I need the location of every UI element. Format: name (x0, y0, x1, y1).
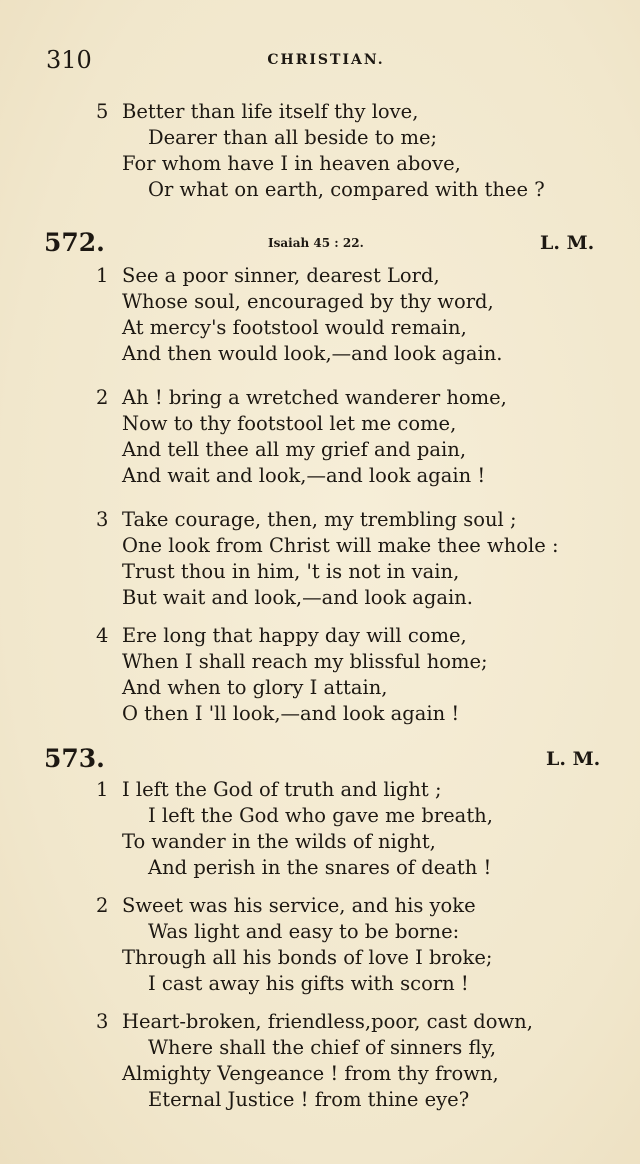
verse-line: Heart-broken, friendless,poor, cast down, (122, 1010, 533, 1033)
verse-number: 2 (96, 894, 109, 917)
scripture-reference: Isaiah 45 : 22. (268, 236, 364, 250)
hymn-number: 572. (44, 228, 105, 257)
verse-line: One look from Christ will make thee whole : (122, 534, 559, 557)
verse-line: At mercy's footstool would remain, (122, 316, 467, 339)
verse-line: For whom have I in heaven above, (122, 152, 461, 175)
verse-line: Almighty Vengeance ! from thy frown, (122, 1062, 499, 1085)
hymn-meter: L. M. (540, 232, 595, 254)
verse-line: O then I 'll look,—and look again ! (122, 702, 460, 725)
verse-line: Ah ! bring a wretched wanderer home, (122, 386, 507, 409)
verse-line: And then would look,—and look again. (122, 342, 503, 365)
verse-line: Trust thou in him, 't is not in vain, (122, 560, 460, 583)
verse-line: But wait and look,—and look again. (122, 586, 473, 609)
verse-line: I cast away his gifts with scorn ! (148, 972, 469, 995)
verse-line: Better than life itself thy love, (122, 100, 419, 123)
verse-line: Or what on earth, compared with thee ? (148, 178, 545, 201)
verse-line: I left the God of truth and light ; (122, 778, 442, 801)
verse-line: Was light and easy to be borne: (148, 920, 460, 943)
verse-line: To wander in the wilds of night, (122, 830, 436, 853)
verse-number: 5 (96, 100, 109, 123)
verse-number: 1 (96, 264, 109, 287)
verse-line: Dearer than all beside to me; (148, 126, 438, 149)
verse-line: Whose soul, encouraged by thy word, (122, 290, 494, 313)
verse-line: And wait and look,—and look again ! (122, 464, 486, 487)
verse-number: 3 (96, 1010, 109, 1033)
verse-line: I left the God who gave me breath, (148, 804, 493, 827)
verse-number: 2 (96, 386, 109, 409)
verse-line: And tell thee all my grief and pain, (122, 438, 467, 461)
verse-line: Through all his bonds of love I broke; (122, 946, 493, 969)
hymn-number: 573. (44, 744, 105, 773)
verse-number: 4 (96, 624, 109, 647)
verse-line: And perish in the snares of death ! (148, 856, 492, 879)
verse-line: And when to glory I attain, (122, 676, 388, 699)
running-title: CHRISTIAN. (267, 52, 385, 68)
verse-line: Ere long that happy day will come, (122, 624, 467, 647)
verse-line: Take courage, then, my trembling soul ; (122, 508, 517, 531)
verse-line: Eternal Justice ! from thine eye? (148, 1088, 470, 1111)
page-number: 310 (46, 46, 92, 74)
verse-line: Where shall the chief of sinners fly, (148, 1036, 497, 1059)
verse-line: See a poor sinner, dearest Lord, (122, 264, 440, 287)
verse-line: Sweet was his service, and his yoke (122, 894, 476, 917)
verse-number: 3 (96, 508, 109, 531)
verse-number: 1 (96, 778, 109, 801)
hymn-meter: L. M. (546, 748, 601, 770)
verse-line: Now to thy footstool let me come, (122, 412, 457, 435)
page-header (46, 46, 606, 76)
verse-line: When I shall reach my blissful home; (122, 650, 488, 673)
